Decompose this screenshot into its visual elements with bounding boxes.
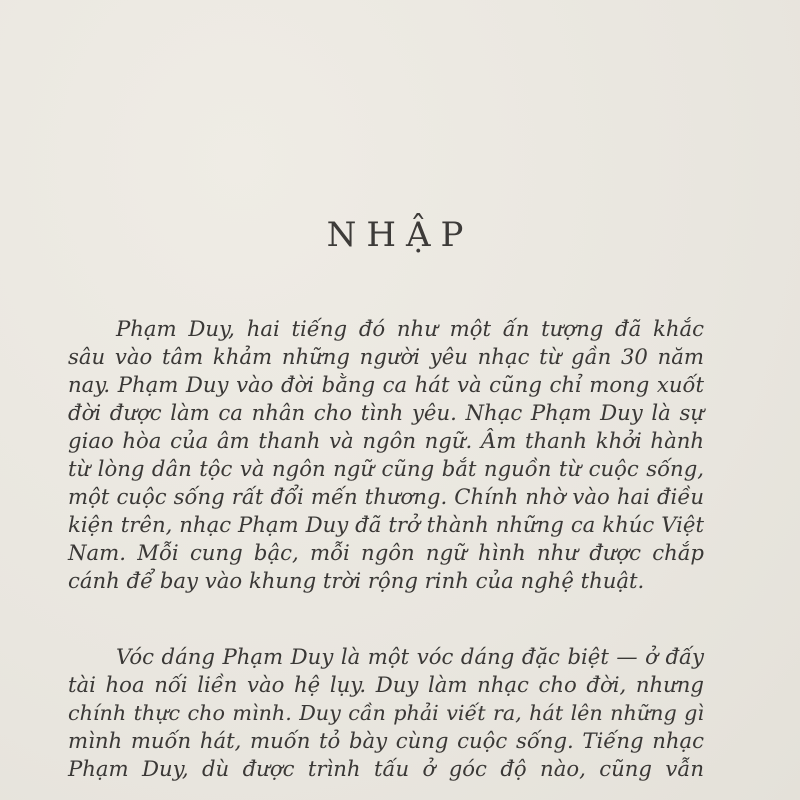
paragraph-line: đời được làm ca nhân cho tình yêu. Nhạc Phạm Duy là sự [68,400,704,425]
paragraph-line: cánh để bay vào khung trời rộng rinh của nghệ thuật. [68,568,645,593]
paragraph-line: Phạm Duy, dù được trình tấu ở góc độ nào, cũng vẫn [68,756,704,781]
paragraph-line: Phạm Duy, hai tiếng đó như một ấn tượng đã khắc [116,316,704,341]
chapter-title: NHẬP [326,214,474,255]
paragraph-line: từ lòng dân tộc và ngôn ngữ cũng bắt nguồn từ cuộc sống, [68,456,704,481]
paragraph-line: kiện trên, nhạc Phạm Duy đã trở thành những ca khúc Việt [68,512,704,537]
paragraph-1 [68,315,704,595]
paragraph-line: chính thực cho mình. Duy cần phải viết ra, hát lên những gì [68,701,704,725]
paragraph-line: mình muốn hát, muốn tỏ bày cùng cuộc sống. Tiếng nhạc [68,728,704,753]
paragraph-2 [68,643,704,783]
paragraph-line: giao hòa của âm thanh và ngôn ngữ. Âm thanh khởi hành [68,428,704,453]
paragraph-line: một cuộc sống rất đổi mến thương. Chính nhờ vào hai điều [68,484,704,509]
paragraph-line: Vóc dáng Phạm Duy là một vóc dáng đặc biệt — ở đấy [116,644,704,669]
paragraph-line: tài hoa nối liền vào hệ lụy. Duy làm nhạc cho đời, nhưng [68,672,704,697]
paragraph-line: Nam. Mỗi cung bậc, mỗi ngôn ngữ hình như được chắp [68,540,704,565]
paragraph-line: nay. Phạm Duy vào đời bằng ca hát và cũng chỉ mong xuốt [68,372,704,397]
paragraph-line: sâu vào tâm khảm những người yêu nhạc từ gần 30 năm [68,344,704,369]
